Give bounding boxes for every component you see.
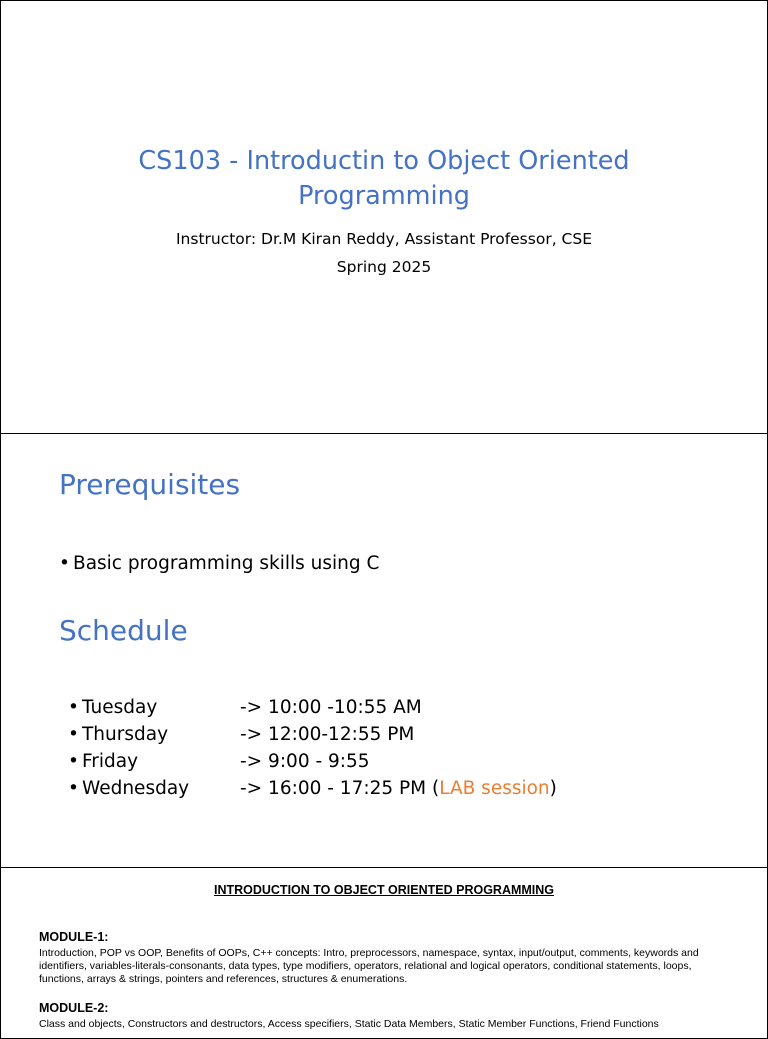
course-title-line2: Programming: [298, 181, 470, 211]
schedule-item-friday: [68, 748, 557, 775]
schedule-suffix: ): [549, 778, 557, 799]
schedule-heading: Schedule: [59, 614, 188, 647]
module2-heading: MODULE-2:: [39, 1001, 109, 1015]
prerequisites-list: [59, 550, 379, 577]
list-item: [59, 550, 379, 577]
prereq-text: Basic programming skills using C: [73, 553, 380, 574]
term-line: Spring 2025: [336, 258, 432, 276]
prerequisites-heading: Prerequisites: [59, 468, 241, 501]
syllabus-page: [0, 867, 768, 1039]
instructor-line: Instructor: Dr.M Kiran Reddy, Assistant Professor, CSE: [175, 230, 593, 248]
schedule-time: -> 12:00-12:55 PM: [240, 724, 415, 745]
schedule-time: -> 16:00 - 17:25 PM (: [240, 778, 440, 799]
course-title: [1, 144, 767, 214]
prereq-schedule-slide: [0, 433, 768, 868]
course-title-line1: CS103 - Introductin to Object Oriented: [138, 146, 630, 176]
bullet-icon: •: [68, 751, 79, 772]
schedule-time: -> 10:00 -10:55 AM: [240, 697, 422, 718]
bullet-icon: •: [68, 724, 79, 745]
module2-text: Class and objects, Constructors and destructors, Access specifiers, Static Data Members, Static Member Functions, Friend Functions: [39, 1018, 659, 1030]
bullet-icon: •: [68, 778, 79, 799]
schedule-item-wednesday: [68, 775, 557, 802]
schedule-item-tuesday: [68, 694, 557, 721]
schedule-list: [68, 694, 557, 802]
bullet-icon: •: [59, 553, 70, 574]
schedule-time: -> 9:00 - 9:55: [240, 751, 370, 772]
schedule-day: Tuesday: [82, 697, 158, 718]
title-slide: [0, 0, 768, 434]
module1-text: Introduction, POP vs OOP, Benefits of OOPs, C++ concepts: Intro, preprocessors, namespace, syntax, input/output, comments, keywords and identifiers, variables-literals-consonants, data types, type modifiers, operators, relational and logical operators, conditional statements, loops, functions, arrays & strings, pointers and references, structures & enumerations.: [39, 947, 699, 985]
schedule-item-thursday: [68, 721, 557, 748]
schedule-day: Thursday: [82, 724, 169, 745]
lab-session-note: LAB session: [439, 778, 550, 799]
schedule-day: Wednesday: [82, 778, 190, 799]
syllabus-title: INTRODUCTION TO OBJECT ORIENTED PROGRAMMING: [213, 883, 555, 897]
module1-heading: MODULE-1:: [39, 930, 109, 944]
bullet-icon: •: [68, 697, 79, 718]
schedule-day: Friday: [82, 751, 139, 772]
